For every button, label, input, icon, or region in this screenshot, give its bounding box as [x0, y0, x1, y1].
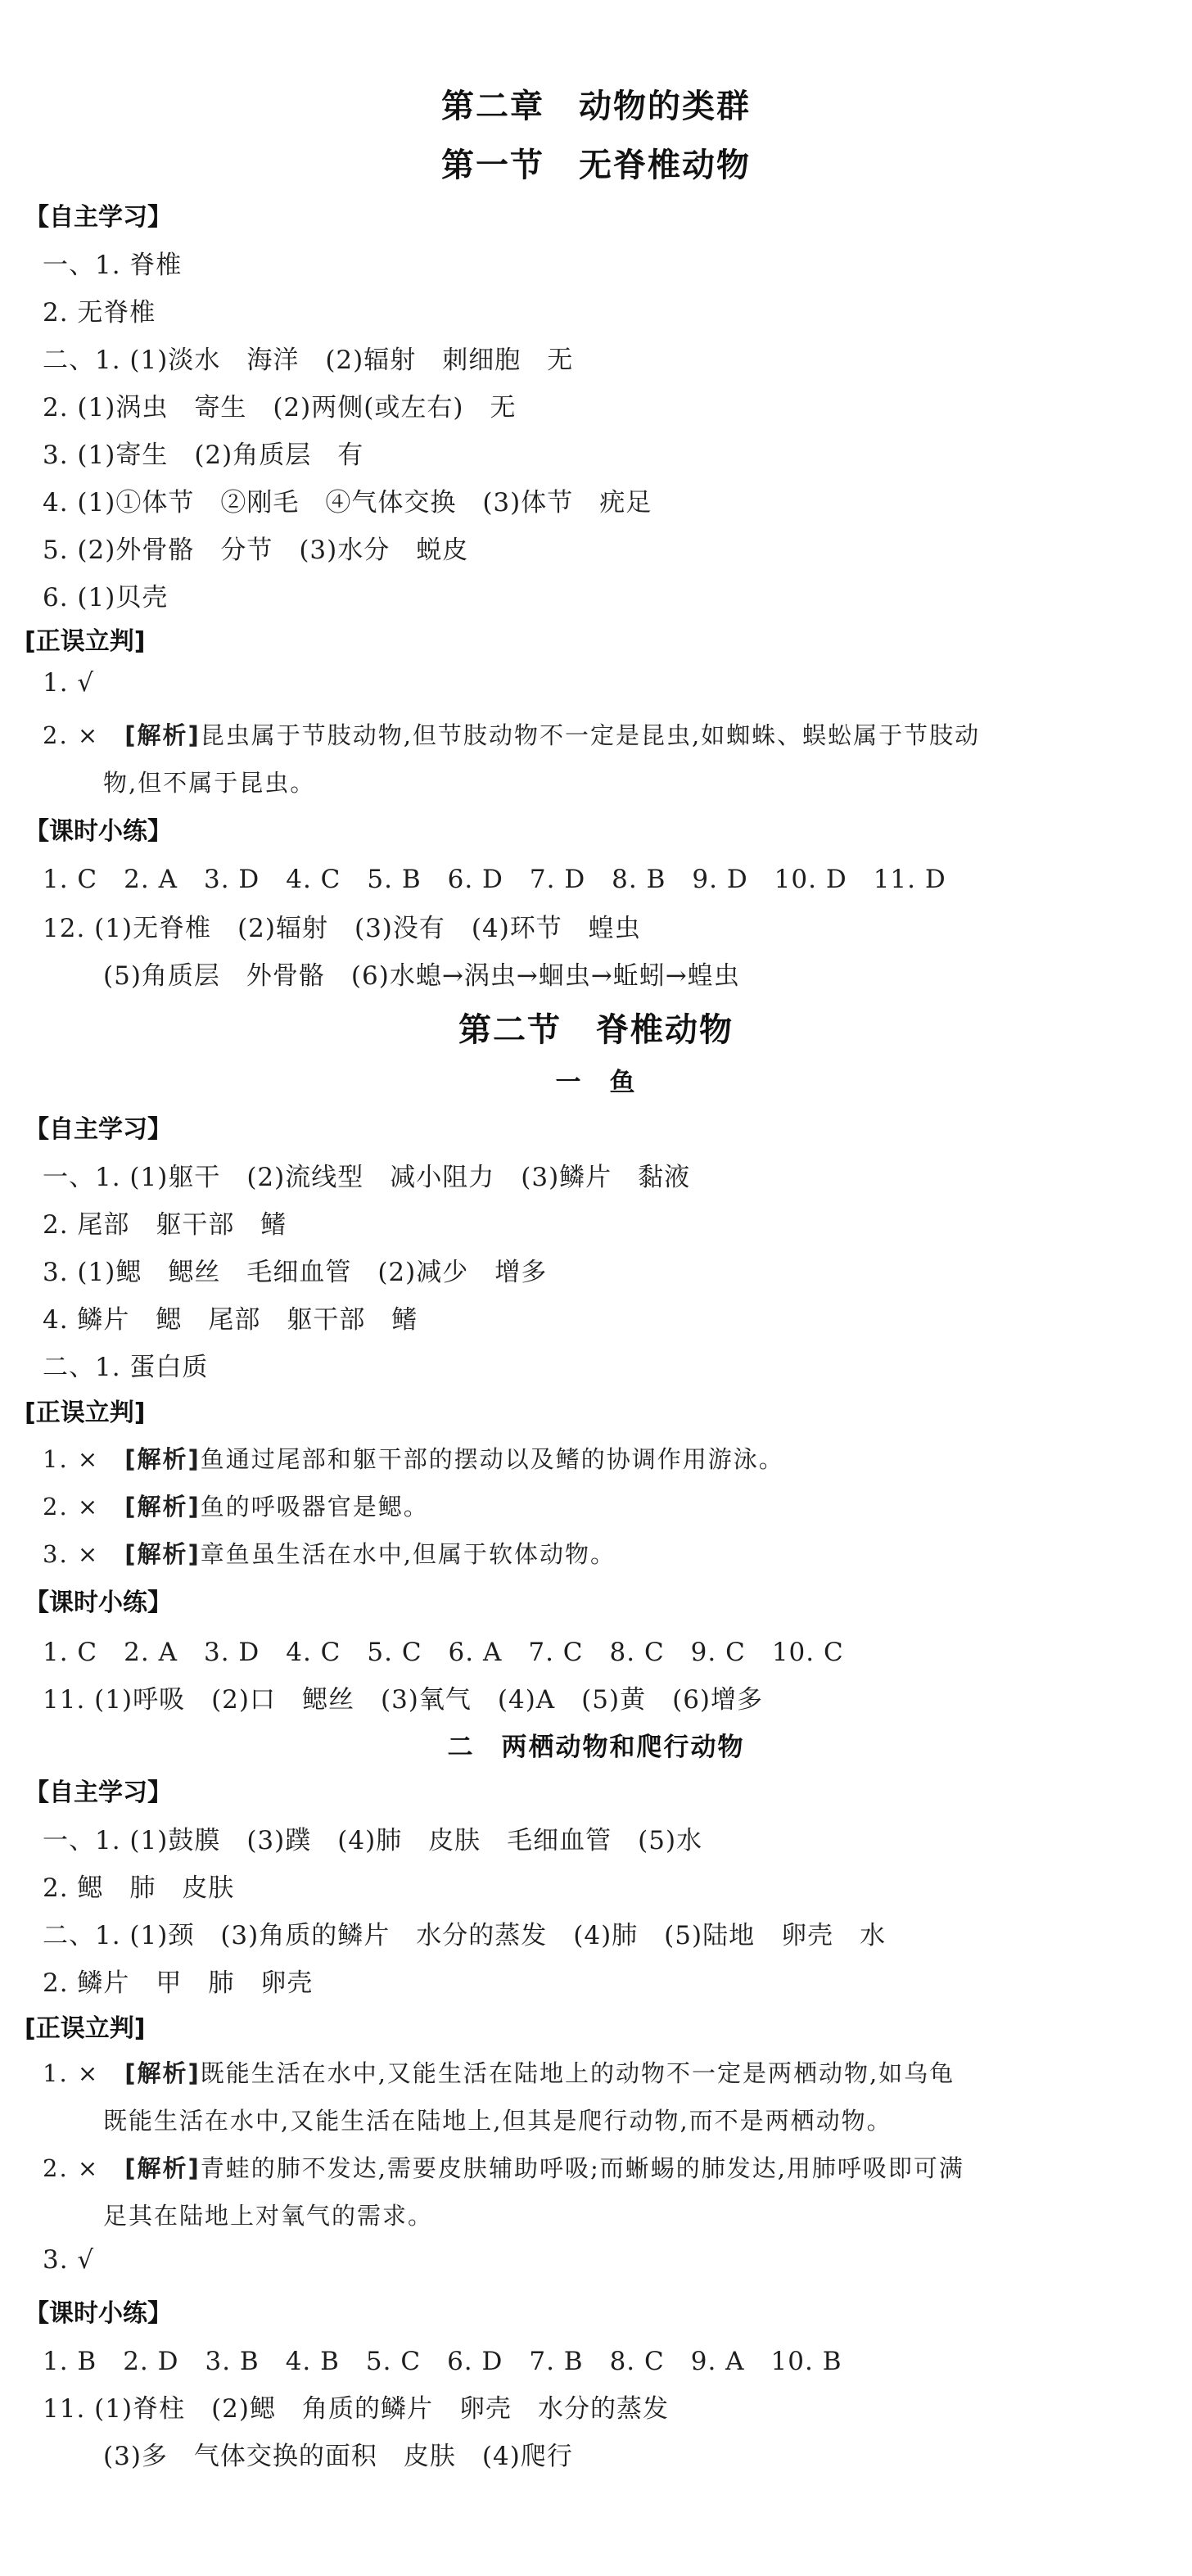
practice-heading: 【课时小练】	[25, 2299, 172, 2328]
answer-line: 2. 无脊椎	[43, 298, 156, 328]
answer-line: 11. (1)脊柱 (2)鳃 角质的鳞片 卵壳 水分的蒸发	[43, 2394, 669, 2424]
answer-line: (3)多 气体交换的面积 皮肤 (4)爬行	[103, 2442, 573, 2471]
practice-heading: 【课时小练】	[25, 1589, 172, 1617]
answer-line: 足其在陆地上对氧气的需求。	[103, 2202, 434, 2230]
answer-line: 既能生活在水中,又能生活在陆地上,但其是爬行动物,而不是两栖动物。	[103, 2107, 892, 2135]
answer-line: 4. (1)①体节 ②刚毛 ④气体交换 (3)体节 疣足	[43, 488, 652, 517]
answer-line: 4. 鳞片 鳃 尾部 躯干部 鳍	[43, 1305, 418, 1335]
answer-line: (5)角质层 外骨骼 (6)水螅→涡虫→蛔虫→蚯蚓→蝗虫	[103, 961, 740, 991]
answer-line: 2. × [解析]鱼的呼吸器官是鳃。	[43, 1493, 429, 1521]
true-false-heading: [正误立判]	[25, 1399, 146, 1427]
answer-line: 1. × [解析]鱼通过尾部和躯干部的摆动以及鳍的协调作用游泳。	[43, 1445, 784, 1473]
answer-line: 2. (1)涡虫 寄生 (2)两侧(或左右) 无	[43, 393, 517, 423]
answer-line: 3. (1)鳃 鳃丝 毛细血管 (2)减少 增多	[43, 1258, 548, 1287]
section-title-vertebrates: 第二节 脊椎动物	[458, 1011, 734, 1049]
analysis-label: [解析]	[124, 721, 201, 749]
answer-line: 12. (1)无脊椎 (2)辐射 (3)没有 (4)环节 蝗虫	[43, 914, 641, 943]
true-false-heading: [正误立判]	[25, 627, 146, 656]
analysis-label: [解析]	[124, 1493, 201, 1521]
answer-line: 3. (1)寄生 (2)角质层 有	[43, 441, 364, 470]
analysis-label: [解析]	[124, 1445, 201, 1473]
true-false-heading: [正误立判]	[25, 2014, 146, 2043]
answer-line: 二、1. 蛋白质	[43, 1353, 209, 1382]
practice-heading: 【课时小练】	[25, 817, 172, 846]
chapter-title: 第二章 动物的类群	[441, 88, 751, 125]
answer-line: 二、1. (1)淡水 海洋 (2)辐射 刺细胞 无	[43, 346, 574, 375]
answer-line: 一、1. (1)鼓膜 (3)蹼 (4)肺 皮肤 毛细血管 (5)水	[43, 1826, 703, 1855]
answer-line: 二、1. (1)颈 (3)角质的鳞片 水分的蒸发 (4)肺 (5)陆地 卵壳 水	[43, 1921, 887, 1950]
answer-line: 一、1. (1)躯干 (2)流线型 减小阻力 (3)鳞片 黏液	[43, 1163, 691, 1192]
answer-line: 2. 鳃 肺 皮肤	[43, 1873, 235, 1903]
answer-line: 1. √	[43, 668, 95, 698]
self-study-heading: 【自主学习】	[25, 1115, 172, 1144]
answer-line: 2. × [解析]青蛙的肺不发达,需要皮肤辅助呼吸;而蜥蜴的肺发达,用肺呼吸即可满	[43, 2154, 964, 2182]
answer-line: 11. (1)呼吸 (2)口 鳃丝 (3)氧气 (4)A (5)黄 (6)增多	[43, 1685, 764, 1715]
answer-line: 6. (1)贝壳	[43, 583, 169, 612]
subsection-title-amphibians-reptiles: 二 两栖动物和爬行动物	[447, 1733, 745, 1762]
answer-line: 2. 鳞片 甲 肺 卵壳	[43, 1968, 314, 1998]
answer-line: 一、1. 脊椎	[43, 251, 183, 280]
self-study-heading: 【自主学习】	[25, 1778, 172, 1807]
section-title-invertebrates: 第一节 无脊椎动物	[441, 147, 751, 184]
answer-line: 物,但不属于昆虫。	[103, 769, 316, 797]
answer-line: 3. √	[43, 2245, 95, 2275]
answer-line: 1. C 2. A 3. D 4. C 5. C 6. A 7. C 8. C 9. C 10. C	[43, 1638, 844, 1667]
answer-line: 3. × [解析]章鱼虽生活在水中,但属于软体动物。	[43, 1540, 616, 1568]
analysis-label: [解析]	[124, 1540, 201, 1568]
answer-line: 1. × [解析]既能生活在水中,又能生活在陆地上的动物不一定是两栖动物,如乌龟	[43, 2059, 955, 2087]
answer-line: 2. × [解析]昆虫属于节肢动物,但节肢动物不一定是昆虫,如蜘蛛、蜈蚣属于节肢动	[43, 721, 981, 749]
answer-line: 1. C 2. A 3. D 4. C 5. B 6. D 7. D 8. B 9. D 10. D 11. D	[43, 865, 946, 894]
answer-line: 5. (2)外骨骼 分节 (3)水分 蜕皮	[43, 536, 469, 565]
self-study-heading: 【自主学习】	[25, 203, 172, 232]
analysis-label: [解析]	[124, 2154, 201, 2182]
answer-line: 1. B 2. D 3. B 4. B 5. C 6. D 7. B 8. C 9. A 10. B	[43, 2347, 842, 2376]
analysis-label: [解析]	[124, 2059, 201, 2087]
answer-line: 2. 尾部 躯干部 鳍	[43, 1210, 287, 1240]
subsection-title-fish: 一 鱼	[555, 1068, 637, 1097]
